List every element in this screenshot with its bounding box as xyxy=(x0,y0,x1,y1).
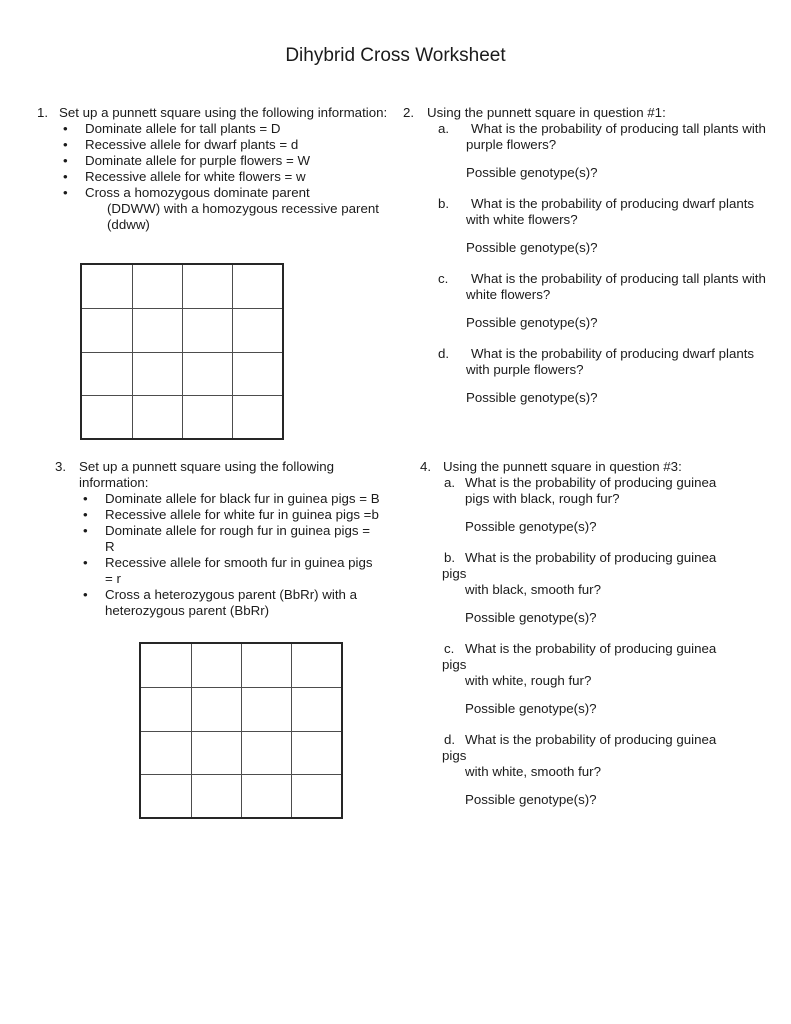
item-text: What is the probability of producing guinea xyxy=(465,732,717,747)
item-text: pigs with black, rough fur? xyxy=(465,491,620,506)
possible-genotypes-label: Possible genotype(s)? xyxy=(465,610,597,625)
bullet-icon: • xyxy=(63,137,68,152)
question-prompt: Set up a punnett square using the following information: xyxy=(59,105,388,120)
punnett-cell xyxy=(232,265,282,308)
sub-question-c xyxy=(438,271,788,331)
question-1 xyxy=(37,105,407,233)
item-text: What is the probability of producing guinea xyxy=(465,641,717,656)
bullet-item xyxy=(59,169,407,185)
question-prompt: Set up a punnett square using the following xyxy=(79,459,335,474)
punnett-cell xyxy=(132,352,182,395)
question-2 xyxy=(403,105,788,406)
item-text: What is the probability of producing guinea xyxy=(465,475,717,490)
item-letter: c. xyxy=(438,271,449,286)
punnett-cell xyxy=(182,352,232,395)
bullet-text xyxy=(105,523,425,555)
bullet-icon: • xyxy=(83,587,88,602)
bullet-icon: • xyxy=(83,555,88,570)
bullet-line: = r xyxy=(105,571,121,586)
bullet-text: Recessive allele for dwarf plants = d xyxy=(85,137,299,152)
possible-genotypes-label: Possible genotype(s)? xyxy=(465,519,597,534)
sub-question-d xyxy=(438,346,788,406)
punnett-cell xyxy=(141,687,191,730)
possible-genotypes-label: Possible genotype(s)? xyxy=(466,390,598,405)
item-text: What is the probability of producing dwarf plants xyxy=(471,346,755,361)
bullet-line: (ddww) xyxy=(107,217,150,232)
sub-question-d xyxy=(444,732,788,808)
punnett-cell xyxy=(182,395,232,438)
punnett-cell xyxy=(132,395,182,438)
bullet-text: Dominate allele for tall plants = D xyxy=(85,121,281,136)
punnett-square-2 xyxy=(139,642,343,819)
bullet-icon: • xyxy=(83,523,88,538)
bullet-item xyxy=(79,587,425,619)
bullet-line: Dominate allele for rough fur in guinea pigs = xyxy=(105,523,370,538)
bullet-line: Cross a heterozygous parent (BbRr) with a xyxy=(105,587,358,602)
punnett-cell xyxy=(132,265,182,308)
punnett-cell xyxy=(241,731,291,774)
bullet-item xyxy=(59,153,407,169)
sub-question-b xyxy=(438,196,788,256)
item-letter: b. xyxy=(444,550,456,565)
punnett-cell xyxy=(141,774,191,817)
question-number: 1. xyxy=(37,105,49,120)
item-letter: b. xyxy=(438,196,450,211)
item-text: What is the probability of producing tall plants with xyxy=(471,121,766,136)
punnett-cell xyxy=(82,352,132,395)
item-text: What is the probability of producing tall plants with xyxy=(471,271,766,286)
item-letter: d. xyxy=(444,732,456,747)
question-prompt: Using the punnett square in question #3: xyxy=(443,459,682,474)
item-text: pigs xyxy=(442,566,467,581)
bullet-item xyxy=(79,507,425,523)
punnett-cell xyxy=(241,644,291,687)
possible-genotypes-label: Possible genotype(s)? xyxy=(466,165,598,180)
bullet-item xyxy=(79,491,425,507)
sub-question-c xyxy=(444,641,788,717)
item-text: with white flowers? xyxy=(466,212,578,227)
punnett-cell xyxy=(132,308,182,351)
sub-question-a xyxy=(438,121,788,181)
bullet-line: heterozygous parent (BbRr) xyxy=(105,603,270,618)
question-number: 2. xyxy=(403,105,415,120)
bullet-line: (DDWW) with a homozygous recessive parent xyxy=(107,201,379,216)
bullet-icon: • xyxy=(63,121,68,136)
bullet-line: Cross a homozygous dominate parent xyxy=(85,185,310,200)
punnett-cell xyxy=(291,731,341,774)
item-text: white flowers? xyxy=(466,287,551,302)
item-text: What is the probability of producing guinea xyxy=(465,550,717,565)
punnett-cell xyxy=(241,774,291,817)
bullet-line: R xyxy=(105,539,115,554)
item-text: pigs xyxy=(442,657,467,672)
sub-question-b xyxy=(444,550,788,626)
item-letter: d. xyxy=(438,346,450,361)
punnett-cell xyxy=(182,265,232,308)
question-number: 3. xyxy=(55,459,67,474)
item-text: with purple flowers? xyxy=(466,362,584,377)
punnett-cell xyxy=(82,308,132,351)
bullet-text: Dominate allele for purple flowers = W xyxy=(85,153,311,168)
bullet-text: Dominate allele for black fur in guinea pigs = B xyxy=(105,491,380,506)
punnett-cell xyxy=(141,731,191,774)
item-letter: a. xyxy=(438,121,450,136)
punnett-cell xyxy=(291,644,341,687)
bullet-text: Recessive allele for white fur in guinea pigs =b xyxy=(105,507,379,522)
bullet-text xyxy=(105,587,425,619)
punnett-cell xyxy=(141,644,191,687)
item-text: with black, smooth fur? xyxy=(465,582,601,597)
bullet-text xyxy=(85,185,407,233)
punnett-cell xyxy=(241,687,291,730)
item-letter: a. xyxy=(444,475,456,490)
bullet-icon: • xyxy=(83,507,88,522)
bullet-item xyxy=(59,185,407,233)
question-4 xyxy=(420,459,788,808)
punnett-cell xyxy=(291,687,341,730)
item-text: with white, rough fur? xyxy=(465,673,592,688)
page-title: Dihybrid Cross Worksheet xyxy=(285,45,506,66)
bullet-text xyxy=(105,555,425,587)
question-number: 4. xyxy=(420,459,432,474)
item-text: pigs xyxy=(442,748,467,763)
punnett-cell xyxy=(182,308,232,351)
punnett-square-1 xyxy=(80,263,284,440)
possible-genotypes-label: Possible genotype(s)? xyxy=(465,701,597,716)
bullet-icon: • xyxy=(63,185,68,200)
bullet-item xyxy=(79,523,425,555)
item-letter: c. xyxy=(444,641,455,656)
possible-genotypes-label: Possible genotype(s)? xyxy=(465,792,597,807)
item-text: purple flowers? xyxy=(466,137,557,152)
question-3 xyxy=(55,459,425,619)
sub-question-a xyxy=(444,475,788,535)
item-text: What is the probability of producing dwarf plants xyxy=(471,196,755,211)
possible-genotypes-label: Possible genotype(s)? xyxy=(466,240,598,255)
punnett-cell xyxy=(291,774,341,817)
bullet-icon: • xyxy=(63,169,68,184)
punnett-cell xyxy=(191,687,241,730)
question-prompt: Using the punnett square in question #1: xyxy=(427,105,666,120)
punnett-cell xyxy=(232,308,282,351)
punnett-cell xyxy=(191,644,241,687)
punnett-cell xyxy=(191,731,241,774)
item-text: with white, smooth fur? xyxy=(465,764,601,779)
question-prompt: information: xyxy=(79,475,149,490)
bullet-item xyxy=(79,555,425,587)
possible-genotypes-label: Possible genotype(s)? xyxy=(466,315,598,330)
bullet-item xyxy=(59,137,407,153)
punnett-cell xyxy=(191,774,241,817)
punnett-cell xyxy=(232,352,282,395)
punnett-cell xyxy=(82,265,132,308)
bullet-icon: • xyxy=(83,491,88,506)
bullet-icon: • xyxy=(63,153,68,168)
bullet-item xyxy=(59,121,407,137)
punnett-cell xyxy=(82,395,132,438)
bullet-line: Recessive allele for smooth fur in guinea pigs xyxy=(105,555,373,570)
bullet-text: Recessive allele for white flowers = w xyxy=(85,169,306,184)
punnett-cell xyxy=(232,395,282,438)
